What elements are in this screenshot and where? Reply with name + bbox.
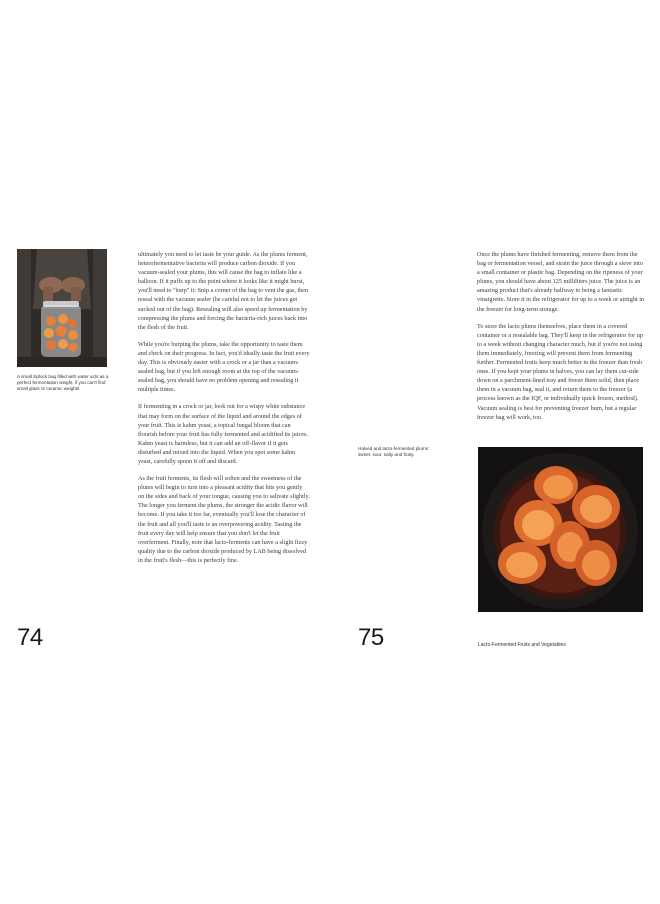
page-number: 75 bbox=[358, 624, 384, 651]
right-photo-caption: Halved and lacto-fermented plums: sweet, sour, salty and fruity. bbox=[358, 446, 430, 457]
right-body-text bbox=[477, 250, 644, 430]
paragraph: While you're burping the plums, take the opportunity to taste them and check on their progress. In fact, you'd ideally taste the fruit every day. This is obviously easier with a crock or a jar than a vacuum-sealed bag, but if you left enough room at the top of the vacuum-sealed bag, you should have no problem opening and resealing it multiple times. bbox=[138, 340, 310, 394]
jar-photo-illustration bbox=[17, 249, 107, 367]
left-body-text bbox=[138, 250, 310, 573]
paragraph: As the fruit ferments, its flesh will soften and the sweetness of the plums will begin to turn into a pleasant acidity that hits you gently on the sides and back of your tongue, causing you to salivate slightly. The longer you ferment the plums, the stronger the acidic flavor will become. If you take it too far, eventually you'll lose the character of the fruit and all you'll taste is an overpowering acidity. Tasting the fruit every day will help ensure that you don't let the fruit overferment. Finally, note that lacto-ferments can have a slight fizzy quality due to the carbon dioxide produced by LAB being dissolved in the fruit's flesh—this is perfectly fine. bbox=[138, 475, 310, 564]
paragraph: If fermenting in a crock or jar, look out for a wispy white substance that may form on the surface of the liquid and around the edges of your fruit. This is kahm yeast, a topical fungal bloom that can flourish before your fruit has fully fermented and acidified its juices. Kahm yeast is harmless, but it can add an off-flavor if it gets disturbed and mixed into the liquid. When you spot some kahm yeast, carefully spoon it off and discard. bbox=[138, 403, 308, 465]
paragraph: ultimately you need to let taste be your guide. As the plums ferment, heterofermentative bacteria will produce carbon dioxide. If you vacuum-sealed your plums, this will cause the bag to inflate like a balloon. If it puffs up to the point where it looks like it might burst, you'll need to "burp" it: Snip a corner of the bag to vent the gas, then reseal with the vacuum sealer (be careful not to let the juices get sucked out of the bag). Resealing will also speed up fermentation by compressing the plums and forcing the bacteria-rich juices back into the flesh of the fruit. bbox=[138, 251, 309, 331]
plums-photo-illustration bbox=[478, 447, 643, 612]
paragraph: To store the lacto plums themselves, place them in a covered container or a resealable bag. They'll keep in the refrigerator for up to a week without changing character much, but if you're not using them immediately, freezing will prevent them from fermenting further. Fermented fruits keep much better in the freezer than fresh ones. If you kept your plums in halves, you can lay them cut-side down on a parchment-lined tray and freeze them solid, then place them in a vacuum bag, seal it, and return them to the freezer (a process known as the IQF, or individually quick frozen, method). Vacuum sealing is best for preventing freezer burn, but a regular freezer bag will work, too. bbox=[477, 322, 643, 421]
left-photo-caption: A small ziplock bag filled with water acts as a perfect fermentation weight, if you can't find small glass or ceramic weights. bbox=[17, 374, 109, 391]
paragraph: Once the plums have finished fermenting, remove them from the bag or fermentation vessel, and strain the juice through a sieve into a small container or plastic bag. Depending on the ripeness of your plums, you should have about 125 milliliters juice. The juice is an amazing product that's already halfway to being a fantastic vinaigrette. Store it in the refrigerator for up to a week or airtight in the freezer for long-term storage. bbox=[477, 251, 645, 313]
plums-photo bbox=[478, 447, 643, 612]
page-number: 74 bbox=[17, 624, 43, 651]
running-footer: Lacto-Fermented Fruits and Vegetables bbox=[478, 642, 566, 648]
jar-photo bbox=[17, 249, 107, 367]
